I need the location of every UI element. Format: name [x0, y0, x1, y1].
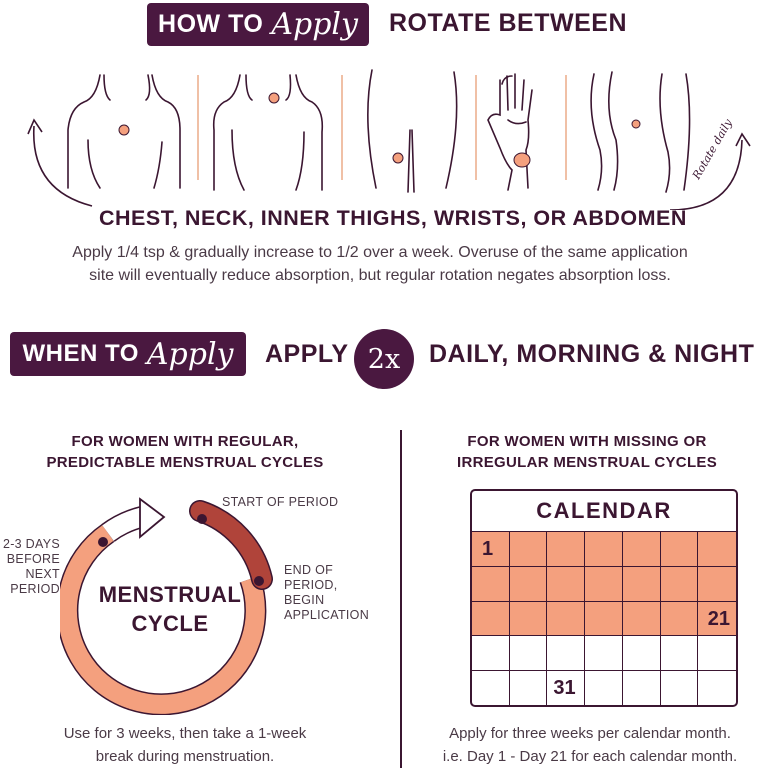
twice-label: 2x: [367, 343, 401, 375]
application-description: [20, 241, 740, 287]
calendar-day-cell: [623, 532, 661, 567]
cycle-arrow-head: [140, 499, 164, 537]
calendar-day-cell: [547, 602, 585, 637]
application-sites-heading: CHEST, NECK, INNER THIGHS, WRISTS, OR ABDOMEN: [99, 206, 687, 230]
apply-script-label-2: Apply: [146, 336, 234, 372]
end-of-period-label: [284, 563, 369, 623]
before-period-dot: [98, 537, 108, 547]
calendar-day-cell: [698, 671, 736, 706]
before-label-line-2: BEFORE: [6, 552, 60, 566]
cycle-center-label: [90, 580, 250, 638]
calendar-day-cell: [585, 602, 623, 637]
start-of-period-label: START OF PERIOD: [222, 495, 339, 509]
calendar-day-cell: [661, 602, 699, 637]
calendar-day-cell: [585, 671, 623, 706]
apply-label: APPLY: [265, 340, 349, 368]
end-label-line-4: APPLICATION: [284, 608, 370, 622]
before-period-label: [0, 537, 60, 597]
calendar-day-cell: [472, 532, 510, 567]
application-sites-illustration: [0, 60, 760, 210]
end-period-dot: [254, 576, 264, 586]
calendar-day-cell: [547, 567, 585, 602]
calendar-day-cell: [547, 636, 585, 671]
calendar-day-cell: [547, 532, 585, 567]
cycle-label-line-1: MENSTRUAL: [98, 582, 242, 607]
calendar-day-cell: [661, 532, 699, 567]
calendar-day-cell: [472, 567, 510, 602]
calendar-day-cell: [510, 636, 548, 671]
end-label-line-2: PERIOD,: [284, 578, 338, 592]
calendar-day-cell: [585, 567, 623, 602]
calendar-day-cell: [698, 532, 736, 567]
calendar-day-cell: [661, 567, 699, 602]
when-to-apply-badge: [10, 332, 246, 376]
calendar-day-cell: [661, 671, 699, 706]
calendar-day-cell: [623, 567, 661, 602]
calendar-day-cell: [510, 602, 548, 637]
regular-note-line-2: break during menstruation.: [95, 748, 275, 765]
calendar-day-cell: [698, 567, 736, 602]
regular-heading-line-1: FOR WOMEN WITH REGULAR,: [71, 433, 299, 450]
twice-badge: [354, 329, 414, 389]
calendar: [470, 489, 738, 707]
before-label-line-4: PERIOD: [10, 582, 60, 596]
calendar-day-cell: [472, 636, 510, 671]
regular-cycle-note: [10, 722, 360, 768]
before-label-line-3: NEXT: [25, 567, 60, 581]
calendar-day-cell: [623, 671, 661, 706]
start-period-dot: [197, 514, 207, 524]
calendar-day-cell: [623, 636, 661, 671]
description-line-1: Apply 1/4 tsp & gradually increase to 1/2 over a week. Overuse of the same application: [72, 244, 688, 261]
calendar-day-cell: [661, 636, 699, 671]
calendar-day-cell: [510, 532, 548, 567]
apply-script-label: Apply: [271, 7, 358, 42]
day-31-label: 31: [553, 677, 576, 700]
before-label-line-1: 2-3 DAYS: [2, 537, 60, 551]
end-label-line-1: END OF: [284, 563, 334, 577]
regular-heading-line-2: PREDICTABLE MENSTRUAL CYCLES: [46, 454, 324, 471]
section-divider: [400, 430, 402, 768]
description-line-2: site will eventually reduce absorption, but regular rotation negates absorption loss.: [89, 267, 671, 284]
frequency-heading: DAILY, MORNING & NIGHT: [429, 340, 755, 368]
calendar-day-cell: [585, 636, 623, 671]
irregular-heading-line-1: FOR WOMEN WITH MISSING OR: [467, 433, 707, 450]
calendar-day-cell: [585, 532, 623, 567]
calendar-day-cell: [698, 636, 736, 671]
calendar-day-cell: [472, 671, 510, 706]
irregular-heading-line-2: IRREGULAR MENSTRUAL CYCLES: [456, 454, 718, 471]
how-to-apply-badge: [147, 3, 369, 46]
rotate-heading: ROTATE BETWEEN: [389, 9, 628, 37]
calendar-day-cell: [510, 567, 548, 602]
calendar-day-cell: [547, 671, 585, 706]
calendar-day-cell: [698, 602, 736, 637]
how-to-label: HOW TO: [158, 10, 264, 38]
calendar-title: CALENDAR: [536, 498, 672, 523]
calendar-day-cell: [510, 671, 548, 706]
irregular-note-line-1: Apply for three weeks per calendar month.: [449, 725, 731, 742]
regular-cycle-heading: [0, 431, 370, 473]
cycle-label-line-2: CYCLE: [131, 611, 209, 636]
irregular-cycle-heading: [412, 431, 760, 473]
calendar-grid: [472, 531, 736, 706]
irregular-cycle-note: [420, 722, 760, 768]
irregular-note-line-2: i.e. Day 1 - Day 21 for each calendar month.: [442, 748, 738, 765]
when-to-label: WHEN TO: [22, 340, 139, 367]
end-label-line-3: BEGIN: [284, 593, 325, 607]
calendar-day-cell: [623, 602, 661, 637]
rotate-daily-note: Rotate daily: [690, 116, 735, 182]
day-1-label: 1: [482, 538, 494, 560]
regular-note-line-1: Use for 3 weeks, then take a 1-week: [63, 725, 307, 742]
calendar-day-cell: [472, 602, 510, 637]
day-21-label: 21: [707, 607, 730, 630]
